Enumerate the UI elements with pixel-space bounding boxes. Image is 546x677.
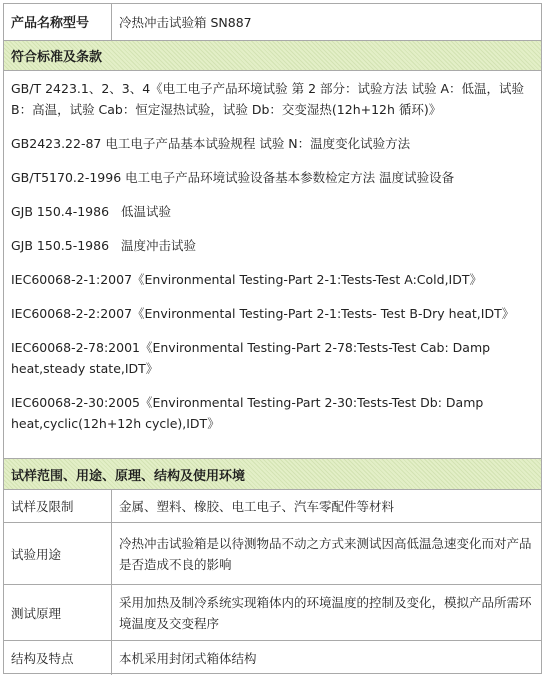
standard-item: GB/T 2423.1、2、3、4《电工电子产品环境试验 第 2 部分：试验方法 试验 A：低温，试验 B：高温，试验 Cab：恒定湿热试验，试验 Db：交变湿热(12h+12h 循环)》 — [11, 81, 525, 117]
standard-item: IEC60068-2-1:2007《Environmental Testing-Part 2-1:Tests-Test A:Cold,IDT》 — [11, 272, 483, 287]
standards-list — [4, 71, 541, 459]
test-purpose-value: 冷热冲击试验箱是以待测物品不动之方式来测试因高低温急速变化而对产品是否造成不良的影响 — [119, 535, 532, 572]
standard-item: GB2423.22-87 电工电子产品基本试验规程 试验 N：温度变化试验方法 — [11, 136, 411, 151]
test-purpose-label: 试验用途 — [4, 523, 112, 584]
test-principle-label: 测试原理 — [4, 585, 112, 640]
structure-row — [4, 641, 541, 675]
spec-table — [3, 3, 542, 674]
sample-scope-value: 金属、塑料、橡胶、电工电子、汽车零配件等材料 — [119, 498, 395, 514]
product-name-value: 冷热冲击试验箱 SN887 — [119, 15, 252, 30]
sample-scope-label: 试样及限制 — [4, 490, 112, 522]
standard-item: IEC60068-2-78:2001《Environmental Testing-Part 2-78:Tests-Test Cab: Damp heat,steady state,IDT》 — [11, 340, 491, 376]
scope-section-title: 试样范围、用途、原理、结构及使用环境 — [4, 459, 541, 490]
product-name-label: 产品名称型号 — [4, 4, 112, 40]
structure-value: 本机采用封闭式箱体结构 — [119, 650, 257, 666]
test-purpose-row — [4, 523, 541, 585]
standard-item: IEC60068-2-2:2007《Environmental Testing-Part 2-1:Tests- Test B-Dry heat,IDT》 — [11, 306, 515, 321]
test-principle-value: 采用加热及制冷系统实现箱体内的环境温度的控制及变化，模拟产品所需环境温度及交变程序 — [119, 594, 532, 631]
standard-item: GB/T5170.2-1996 电工电子产品环境试验设备基本参数检定方法 温度试验设备 — [11, 170, 455, 185]
standard-item: GJB 150.5-1986 温度冲击试验 — [11, 238, 196, 253]
standard-item: IEC60068-2-30:2005《Environmental Testing-Part 2-30:Tests-Test Db: Damp heat,cyclic(12h+12h cycle),IDT》 — [11, 395, 484, 431]
structure-label: 结构及特点 — [4, 641, 112, 675]
test-principle-row — [4, 585, 541, 641]
standard-item: GJB 150.4-1986 低温试验 — [11, 204, 171, 219]
sample-scope-row — [4, 490, 541, 523]
product-name-row — [4, 4, 541, 41]
standards-section-title: 符合标准及条款 — [4, 41, 541, 71]
